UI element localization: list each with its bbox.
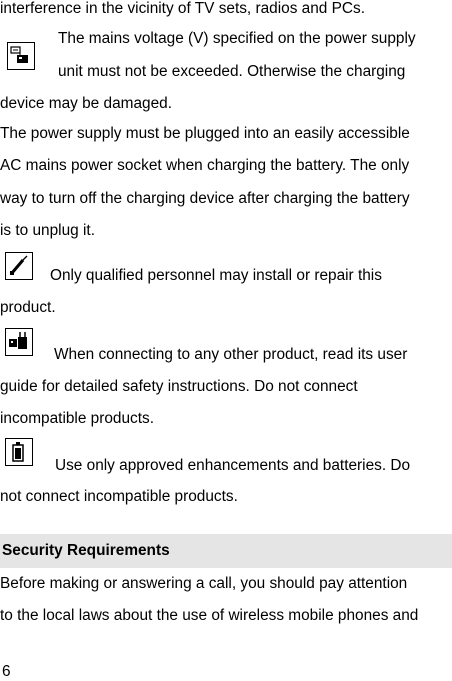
socket-text-line-1: The power supply must be plugged into an easily accessible: [0, 125, 410, 142]
battery-icon: [5, 438, 33, 466]
batteries-text-line-1: Use only approved enhancements and batteries. Do: [55, 457, 411, 474]
repair-text-line-1: Only qualified personnel may install or repair this: [50, 267, 382, 284]
voltage-text-line-2: unit must not be exceeded. Otherwise the charging: [58, 63, 406, 80]
connect-text-line-2: guide for detailed safety instructions. Do not connect: [0, 378, 358, 395]
intro-line: interference in the vicinity of TV sets, radios and PCs.: [0, 0, 365, 17]
connect-text-line-1: When connecting to any other product, read its user: [54, 346, 408, 363]
connector-icon: [5, 328, 33, 356]
socket-text-line-3: way to turn off the charging device after charging the battery: [0, 190, 410, 207]
power-supply-icon: [7, 42, 35, 70]
connect-text-line-3: incompatible products.: [0, 410, 154, 427]
section-header-bar: [0, 534, 452, 568]
security-text-line-2: to the local laws about the use of wireless mobile phones and: [0, 607, 419, 624]
socket-text-line-2: AC mains power socket when charging the battery. The only: [0, 157, 410, 174]
screwdriver-icon: [5, 252, 33, 280]
section-title: Security Requirements: [2, 542, 170, 559]
security-text-line-1: Before making or answering a call, you should pay attention: [0, 575, 408, 592]
batteries-text-line-2: not connect incompatible products.: [0, 488, 238, 505]
voltage-text-line-3: device may be damaged.: [0, 95, 172, 112]
repair-text-line-2: product.: [0, 299, 56, 316]
socket-text-line-4: is to unplug it.: [0, 222, 95, 239]
page-number: 6: [2, 663, 11, 680]
voltage-text-line-1: The mains voltage (V) specified on the power supply: [58, 30, 416, 47]
